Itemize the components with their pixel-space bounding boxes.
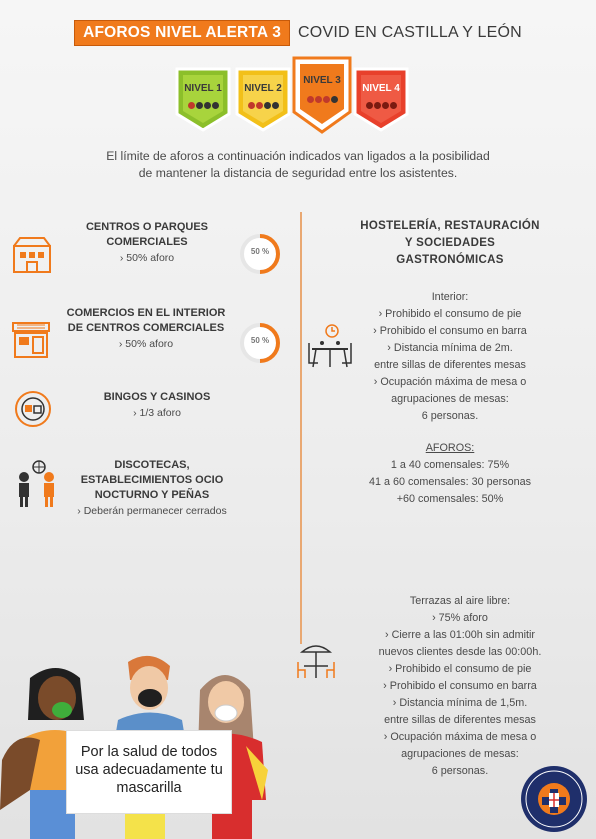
item-title: ESTABLECIMIENTOS OCIO [80, 474, 224, 486]
level-3-badge [290, 54, 354, 140]
rule-line: › 75% aforo [432, 612, 488, 624]
rule-line: agrupaciones de mesas: [391, 393, 509, 405]
level-badges [168, 58, 428, 140]
level-label: NIVEL 4 [362, 83, 400, 94]
level-1-badge [174, 66, 232, 134]
mask-message-sign [66, 730, 232, 814]
rule-line: 6 personas. [431, 765, 489, 777]
intro-text [60, 148, 536, 182]
intro-line: El límite de aforos a continuación indicados van ligados a la posibilidad [106, 149, 490, 163]
rule-line: › Prohibido el consumo en barra [373, 325, 527, 337]
item-centros [62, 220, 232, 266]
rule-line: nuevos clientes desde las 00:00h. [378, 646, 542, 658]
level-2-badge [234, 66, 292, 134]
aforos-title: AFOROS: [425, 442, 475, 454]
rule-line: › Distancia mínima de 1,5m. [392, 697, 528, 709]
aforos-rules [322, 440, 578, 508]
level-dots [174, 102, 232, 111]
item-bingos [72, 390, 242, 421]
sign-line: usa adecuadamente tu [75, 762, 223, 778]
sign-line: mascarilla [116, 780, 182, 796]
percent-label: 50 % [250, 247, 270, 256]
rule-line: 6 personas. [421, 410, 479, 422]
level-4-badge [352, 66, 410, 134]
level-dots [290, 96, 354, 105]
item-title: DE CENTROS COMERCIALES [67, 322, 225, 334]
rule-line: › Prohibido el consumo de pie [388, 663, 532, 675]
proteccion-civil-logo [520, 765, 588, 833]
rule-line: › Ocupación máxima de mesa o [383, 731, 537, 743]
rule-line: Interior: [431, 291, 469, 303]
item-title: CENTROS O PARQUES [85, 221, 209, 233]
item-title: COMERCIOS EN EL INTERIOR [66, 307, 226, 319]
rule-line: Terrazas al aire libre: [409, 595, 511, 607]
column-divider [300, 212, 302, 644]
section-title: HOSTELERÍA, RESTAURACIÓN [360, 220, 540, 232]
rule-line: › Ocupación máxima de mesa o [373, 376, 527, 388]
level-dots [234, 102, 292, 111]
alert-level-badge: AFOROS NIVEL ALERTA 3 [74, 20, 290, 46]
section-title: GASTRONÓMICAS [396, 254, 504, 266]
header [0, 20, 596, 46]
interior-rules [322, 289, 578, 425]
rule-line: › Distancia mínima de 2m. [387, 342, 513, 354]
rule-line: › Prohibido el consumo en barra [383, 680, 537, 692]
item-sub: › 50% aforo [119, 252, 175, 264]
item-sub: › Deberán permanecer cerrados [77, 505, 227, 517]
rule-line: › Prohibido el consumo de pie [378, 308, 522, 320]
section-title: Y SOCIEDADES [404, 237, 496, 249]
level-label: NIVEL 1 [184, 83, 222, 94]
percent-ring [239, 322, 281, 364]
intro-line: de mantener la distancia de seguridad entre los asistentes. [138, 166, 458, 180]
item-title: BINGOS Y CASINOS [103, 391, 211, 403]
level-label: NIVEL 3 [303, 75, 341, 86]
item-comercios [54, 306, 238, 352]
sign-line: Por la salud de todos [80, 744, 218, 760]
item-sub: › 50% aforo [118, 338, 174, 350]
rule-line: entre sillas de diferentes mesas [384, 714, 536, 726]
item-discotecas [54, 458, 250, 519]
hosteleria-title [320, 218, 580, 269]
rule-line: 1 a 40 comensales: 75% [390, 459, 510, 471]
nightclub-people-icon [14, 460, 58, 508]
casino-chip-icon [14, 390, 52, 428]
rule-line: › Cierre a las 01:00h sin admitir [384, 629, 536, 641]
mall-icon [12, 236, 52, 274]
rule-line: entre sillas de diferentes mesas [374, 359, 526, 371]
item-title: DISCOTECAS, [114, 459, 190, 471]
level-label: NIVEL 2 [244, 83, 282, 94]
item-title: COMERCIALES [106, 236, 188, 248]
percent-label: 50 % [250, 336, 270, 345]
item-title: NOCTURNO Y PEÑAS [94, 489, 210, 501]
rule-line: +60 comensales: 50% [396, 493, 504, 505]
level-dots [352, 102, 410, 111]
rule-line: agrupaciones de mesas: [401, 748, 519, 760]
terrazas-rules [330, 593, 590, 780]
shop-icon [10, 320, 52, 360]
item-sub: › 1/3 aforo [133, 407, 181, 419]
percent-ring [239, 233, 281, 275]
rule-line: 41 a 60 comensales: 30 personas [368, 476, 532, 488]
header-title: COVID EN CASTILLA Y LEÓN [298, 24, 522, 41]
